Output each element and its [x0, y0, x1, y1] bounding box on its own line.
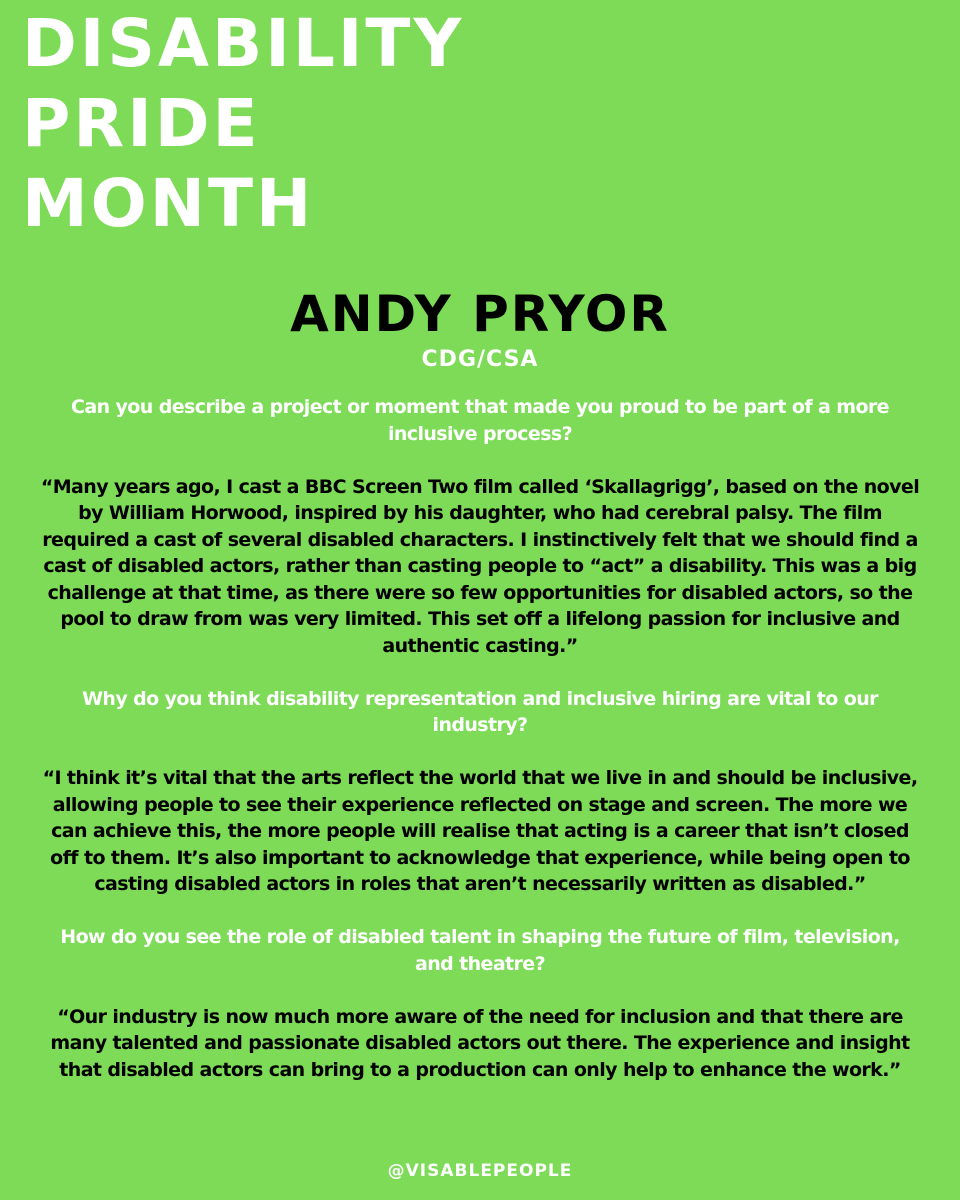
- interview-answer-2: “I think it’s vital that the arts reflect the world that we live in and should be inclusive, allowing people to see their experience reflected on stage and screen. The more we can achieve this, the more people will realise that acting is a career that isn’t closed off to them. It’s also important to acknowledge that experience, while being open to casting disabled actors in roles that aren’t necessarily written as disabled.”: [42, 767, 918, 895]
- profile-name: ANDY PRYOR: [290, 285, 670, 343]
- spacer: [40, 739, 920, 766]
- headline-line-3: MONTH: [22, 165, 315, 242]
- spacer: [40, 898, 920, 925]
- interview-question-1: Can you describe a project or moment that made you proud to be part of a more inclusive process?: [71, 396, 889, 445]
- spacer: [40, 659, 920, 686]
- headline: [22, 4, 464, 244]
- headline-line-2: PRIDE: [22, 85, 261, 162]
- spacer: [40, 977, 920, 1004]
- profile-credit: CDG/CSA: [421, 347, 539, 372]
- interview-section: [40, 394, 920, 1083]
- interview-question-3: How do you see the role of disabled talent in shaping the future of film, television, and theatre?: [60, 926, 900, 975]
- social-handle: @VISABLEPEOPLE: [387, 1161, 573, 1181]
- interview-answer-1: “Many years ago, I cast a BBC Screen Two film called ‘Skallagrigg’, based on the novel by William Horwood, inspired by his daughter, who had cerebral palsy. The film required a cast of several disabled characters. I instinctively felt that we should find a cast of disabled actors, rather than casting people to “act” a disability. This was a big challenge at that time, as there were so few opportunities for disabled actors, so the pool to draw from was very limited. This set off a lifelong passion for inclusive and authentic casting.”: [40, 475, 920, 657]
- headline-line-1: DISABILITY: [22, 5, 465, 82]
- interview-answer-3: “Our industry is now much more aware of the need for inclusion and that there are many talented and passionate disabled actors out there. The experience and insight that disabled actors can bring to a production can only help to enhance the work.”: [50, 1005, 910, 1081]
- interview-question-2: Why do you think disability representation and inclusive hiring are vital to our industry?: [82, 687, 878, 736]
- spacer: [40, 447, 920, 474]
